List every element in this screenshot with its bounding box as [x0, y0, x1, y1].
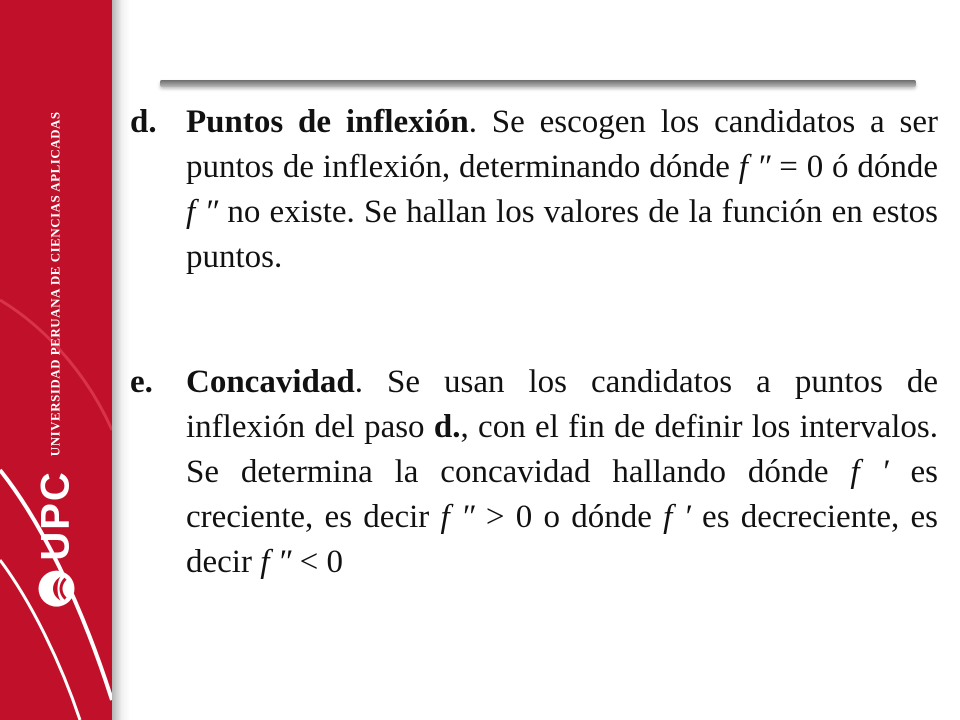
university-name: UNIVERSIDAD PERUANA DE CIENCIAS APLICADAS	[47, 111, 63, 457]
upc-emblem-icon	[36, 569, 76, 609]
sidebar-band	[0, 0, 112, 720]
brand-name: UPC	[33, 470, 78, 561]
item-e-marker: e.	[130, 364, 153, 400]
item-e-text-6: < 0	[291, 544, 343, 580]
item-e-text-1: . Se usan los candidatos a puntos de inflexión del paso	[186, 364, 938, 445]
item-d-marker: d.	[130, 104, 157, 140]
item-d-fpp-2: f ″	[186, 194, 219, 230]
title-divider	[160, 80, 916, 87]
item-e-fp-2: f ′	[663, 499, 691, 535]
item-d-text-1: . Se escogen los candidatos a ser puntos de inflexión, determinando dónde	[186, 104, 939, 185]
item-d-fpp-1: f ″	[738, 149, 771, 185]
item-e-text-4: > 0 o dónde	[474, 499, 664, 535]
item-d-text-3: no existe. Se hallan los valores de la función en estos puntos.	[186, 194, 938, 275]
item-e-fpp-1: f ″	[440, 499, 475, 535]
sidebar-shadow	[112, 0, 130, 720]
item-e-fp-1: f ′	[850, 454, 889, 490]
item-e-title: Concavidad	[186, 364, 355, 400]
item-d-text-2: = 0 ó dónde	[770, 149, 938, 185]
item-e-text-3: es creciente, es decir	[186, 454, 938, 535]
item-d-body	[186, 100, 938, 280]
item-e-body	[186, 360, 938, 585]
brand-logo	[34, 470, 79, 608]
item-e-fpp-2: f ″	[260, 544, 292, 580]
vertical-brand	[34, 111, 79, 608]
item-e-text-2: , con el fin de definir los intervalos. Se determina la concavidad hallando dónde	[186, 409, 938, 490]
item-d-title: Puntos de inflexión	[186, 104, 469, 140]
item-e-text-5: es decreciente, es decir	[186, 499, 938, 580]
item-e-ref: d.	[433, 409, 461, 445]
